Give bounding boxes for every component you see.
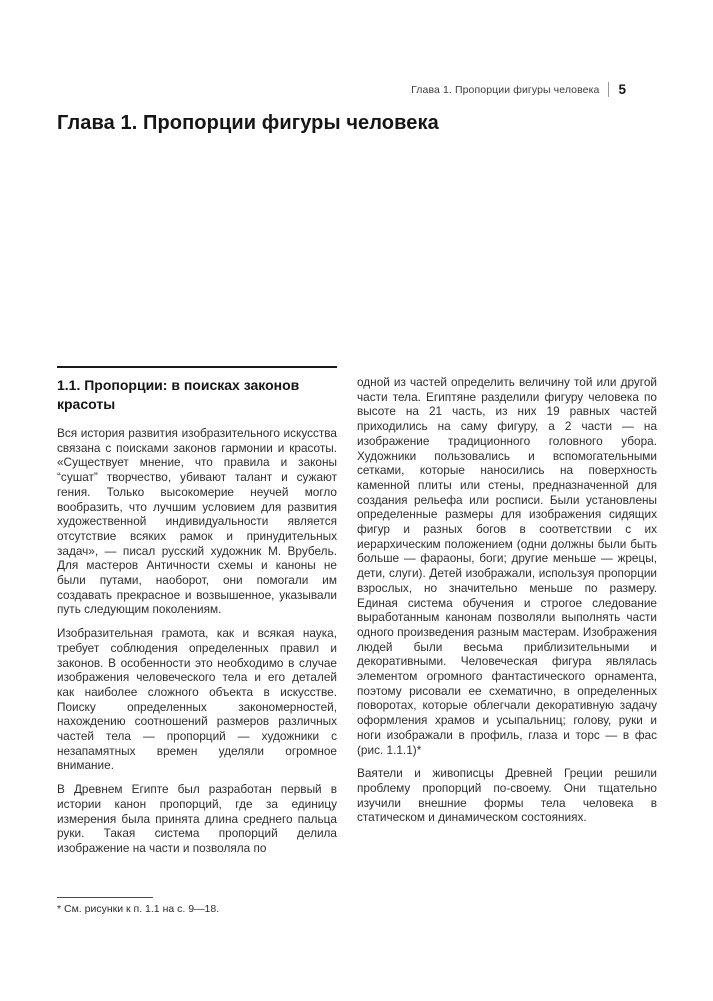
page-header [57, 82, 626, 97]
header-divider [608, 82, 609, 97]
right-column [357, 366, 657, 856]
footnote [57, 897, 347, 916]
section-heading: 1.1. Пропорции: в поисках законов красоты [57, 377, 300, 412]
page-number: 5 [618, 82, 626, 97]
body-paragraph: Изобразительная грамота, как и всякая наука, требует соблюдения определенных правил и законов. В особенности это необходимо в случае изображения человеческого тела и его деталей как наиболее сложного объекта в искусстве. Поиску определенных закономерностей, нахождению соотношений размеров различных частей тела — пропорций — художники с незапамятных времен уделяли огромное внимание. [57, 626, 337, 773]
body-paragraph: В Древнем Египте был разработан первый в истории канон пропорций, где за единицу измерения была принята длина среднего пальца руки. Такая система пропорций делила изображение на части и позволяла по [57, 782, 337, 855]
footnote-rule [57, 897, 153, 898]
left-column [57, 366, 337, 856]
running-title: Глава 1. Пропорции фигуры человека [411, 83, 600, 96]
chapter-title: Глава 1. Пропорции фигуры человека [57, 112, 439, 134]
footnote-text: * См. рисунки к п. 1.1 на с. 9—18. [57, 903, 220, 915]
body-paragraph: Вся история развития изобразительного искусства связана с поисками законов гармонии и красоты. «Существует мнение, что правила и законы “сушат” творчество, убивают талант и сужают гения. Только высокомерие неучей могло вообразить, что лучшим условием для развития художественной индивидуальности является отсутствие всяких рамок и принудительных задач», — писал русский художник М. Врубель. Для мастеров Античности схемы и каноны не были путами, наоборот, они помогали им создавать прекрасное и возвышенное, указывали путь следующим поколениям. [57, 426, 337, 617]
text-columns [57, 366, 657, 856]
section-heading-rule [57, 366, 337, 368]
body-paragraph: Ваятели и живописцы Древней Греции решили проблему пропорций по-своему. Они тщательно изучили внешние формы тела человека в статическом и динамическом состояниях. [357, 766, 657, 825]
body-paragraph: одной из частей определить величину той или другой части тела. Египтяне разделили фигуру человека по высоте на 21 часть, из них 19 равных частей приходились на саму фигуру, а 2 части — на изображение традиционного головного убора. Художники пользовались и вспомогательными сетками, которые наносились на поверхность каменной плиты или стены, предназначенной для создания рельефа или росписи. Были установлены определенные размеры для изображения сидящих фигур и разных богов в соответствии с их иерархическим положением (одни должны были быть больше — фараоны, боги; другие меньше — жрецы, дети, слуги). Детей изображали, используя пропорции взрослых, но значительно меньше по размеру. Единая система обучения и строгое следование выработанным канонам позволяли выполнять части одного произведения разным мастерам. Изображения людей были весьма приблизительными и декоративными. Человеческая фигура являлась элементом огромного фантастического орнамента, поэтому рисовали ее схематично, в определенных поворотах, которые облегчали декоративную задачу оформления храмов и усыпальниц; голову, руки и ноги изображали в профиль, глаза и торс — в фас (рис. 1.1.1)* [357, 375, 657, 757]
